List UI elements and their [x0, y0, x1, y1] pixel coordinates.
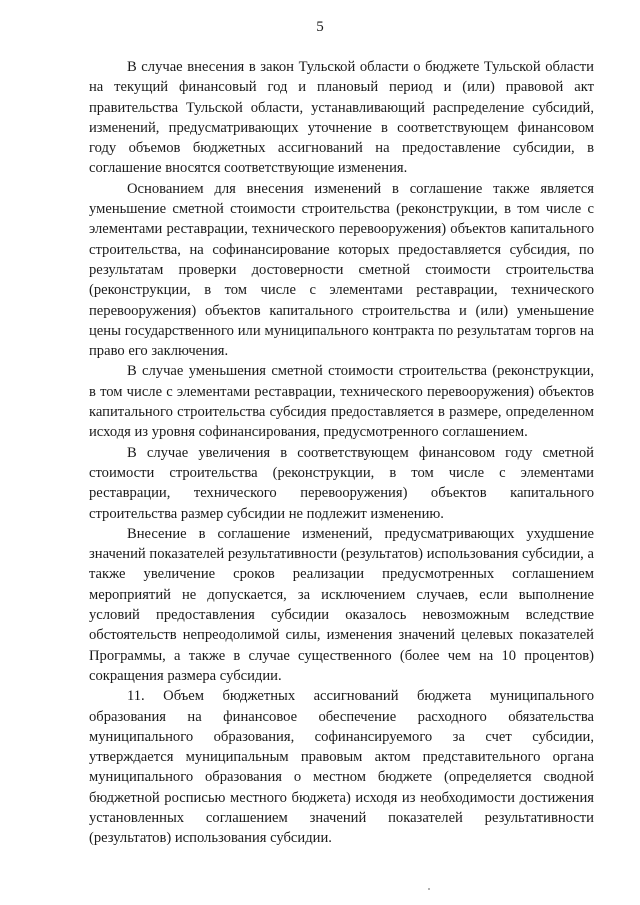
paragraph-budget-law-changes: В случае внесения в закон Тульской области о бюджете Тульской области на текущий финансовый год и плановый период и (или) правовой акт правительства Тульской области, устанавливающий распределение субсидий, изменений, предусматривающих уточнение в соответствующем финансовом году объемов бюджетных ассигнований на предоставление субсидии, в соглашение вносятся соответствующие изменения. — [89, 59, 594, 177]
paragraph-grounds-for-changes: Основанием для внесения изменений в соглашение также является уменьшение сметной стоимости строительства (реконструкции, в том числе с элементами реставрации, технического перевооружения) объектов капитального строительства, на софинансирование которых предоставляется субсидия, по результатам проверки достоверности сметной стоимости строительства (реконструкции, в том числе с элементами реставрации, технического перевооружения) объектов капитального строительства и (или) уменьшение цены государственного или муниципального контракта по результатам торгов на право его заключения. — [89, 180, 594, 360]
paragraph-cost-decrease: В случае уменьшения сметной стоимости строительства (реконструкции, в том числе с элементами реставрации, технического перевооружения) объектов капитального строительства субсидия предоставляется в размере, определенном исходя из уровня софинансирования, предусмотренного соглашением. — [89, 363, 594, 441]
paragraph-item-11: 11. Объем бюджетных ассигнований бюджета муниципального образования на финансовое обеспечение расходного обязательства муниципального образования, софинансируемого за счет субсидии, утверждается муниципальным правовым актом представительного органа муниципального образования о местном бюджете (определяется сводной бюджетной росписью местного бюджета) исходя из необходимости достижения установленных соглашением значений показателей результативности (результатов) использования субсидии. — [89, 688, 594, 847]
document-body — [89, 57, 594, 849]
paragraph-worsening-indicators: Внесение в соглашение изменений, предусматривающих ухудшение значений показателей результативности (результатов) использования субсидии, а также увеличение сроков реализации предусмотренных соглашением мероприятий не допускается, за исключением случаев, если выполнение условий предоставления субсидии оказалось невозможным вследствие обстоятельств непреодолимой силы, изменения значений целевых показателей Программы, а также в случае существенного (более чем на 10 процентов) сокращения размера субсидии. — [89, 525, 594, 684]
scan-speck — [428, 888, 430, 890]
page-number: 5 — [316, 19, 324, 35]
paragraph-cost-increase: В случае увеличения в соответствующем финансовом году сметной стоимости строительства (реконструкции, в том числе с элементами реставрации, технического перевооружения) объектов капитального строительства размер субсидии не подлежит изменению. — [89, 444, 594, 522]
